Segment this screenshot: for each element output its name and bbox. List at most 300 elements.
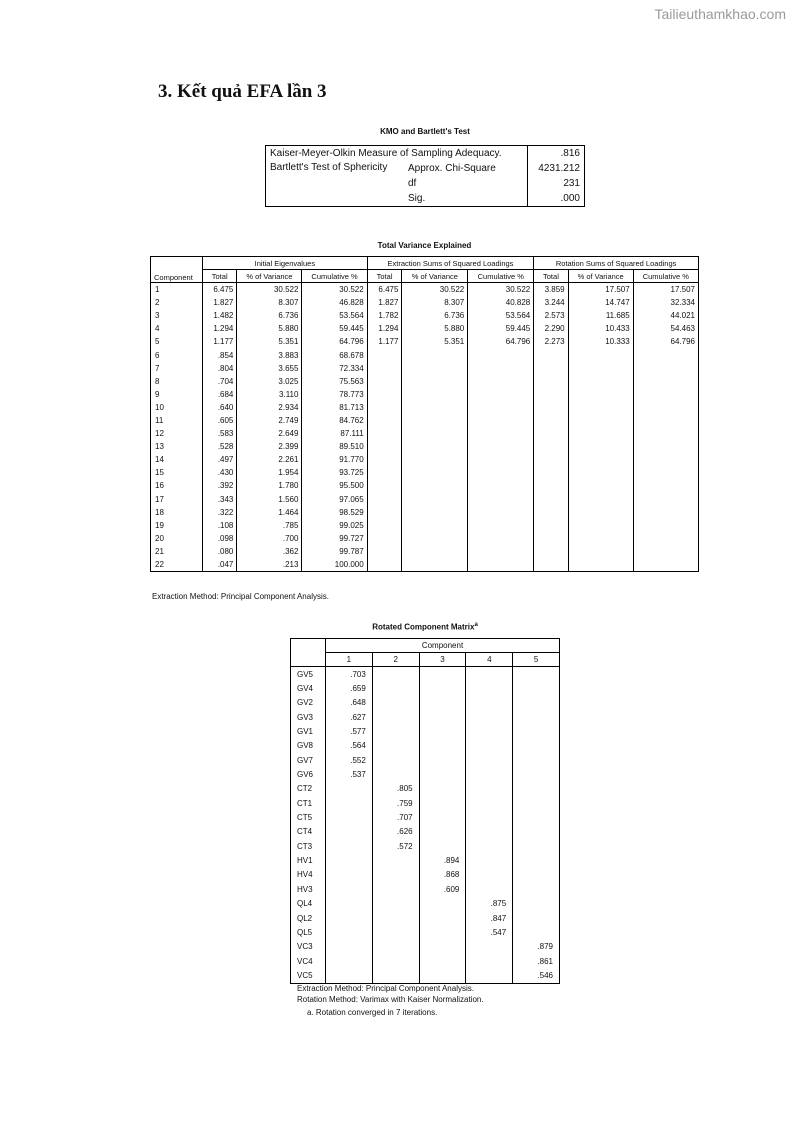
loading-cell xyxy=(326,796,373,810)
loading-cell xyxy=(326,897,373,911)
loading-cell xyxy=(513,897,560,911)
loading-cell xyxy=(326,839,373,853)
variable-label: VC3 xyxy=(297,942,313,952)
rcm-col-number: 1 xyxy=(326,653,373,667)
loading-cell: .626 xyxy=(372,825,419,839)
table-row xyxy=(291,767,560,781)
table-cell: 6.475 xyxy=(203,283,237,297)
table-row xyxy=(291,667,560,682)
table-cell xyxy=(468,401,534,414)
sub-header: % of Variance xyxy=(237,270,302,283)
table-cell: 64.796 xyxy=(302,335,367,348)
component-number: 15 xyxy=(155,468,164,478)
table-cell xyxy=(633,414,698,427)
loading-cell xyxy=(326,782,373,796)
table-cell: 78.773 xyxy=(302,388,367,401)
table-cell: 93.725 xyxy=(302,466,367,479)
table-cell: 2.934 xyxy=(237,401,302,414)
table-cell: 98.529 xyxy=(302,506,367,519)
loading-cell xyxy=(419,767,466,781)
table-row xyxy=(151,309,699,322)
loading-cell xyxy=(419,753,466,767)
loading-cell xyxy=(419,925,466,939)
table-cell xyxy=(367,414,402,427)
table-cell xyxy=(568,427,633,440)
table-cell xyxy=(633,348,698,361)
group-header: Extraction Sums of Squared Loadings xyxy=(367,257,534,270)
sub-header: % of Variance xyxy=(402,270,468,283)
table-cell xyxy=(468,388,534,401)
sub-header: Cumulative % xyxy=(633,270,698,283)
table-cell: 1.177 xyxy=(203,335,237,348)
variable-label: GV1 xyxy=(297,727,314,737)
table-cell xyxy=(468,440,534,453)
loading-cell xyxy=(466,696,513,710)
table-cell: 72.334 xyxy=(302,362,367,375)
tve-note: Extraction Method: Principal Component Analysis. xyxy=(152,592,329,601)
table-cell xyxy=(367,375,402,388)
loading-cell xyxy=(513,825,560,839)
table-cell xyxy=(568,375,633,388)
component-number: 14 xyxy=(155,455,164,465)
chi-value: 4231.212 xyxy=(528,161,585,176)
component-number: 13 xyxy=(155,442,164,452)
loading-cell xyxy=(513,810,560,824)
table-cell xyxy=(633,506,698,519)
table-cell: .704 xyxy=(203,375,237,388)
table-row xyxy=(291,882,560,896)
loading-cell xyxy=(466,825,513,839)
variable-label: GV6 xyxy=(297,770,314,780)
table-cell: 1.827 xyxy=(367,296,402,309)
variable-label: GV7 xyxy=(297,755,314,765)
loading-cell xyxy=(466,940,513,954)
table-cell xyxy=(534,453,568,466)
loading-cell xyxy=(466,739,513,753)
table-cell: 99.727 xyxy=(302,532,367,545)
table-cell xyxy=(568,466,633,479)
table-cell xyxy=(468,362,534,375)
rcm-col-number: 5 xyxy=(513,653,560,667)
kmo-value: .816 xyxy=(528,146,585,162)
sub-header: Cumulative % xyxy=(468,270,534,283)
loading-cell xyxy=(466,782,513,796)
table-cell xyxy=(468,558,534,572)
table-cell: 3.655 xyxy=(237,362,302,375)
table-row xyxy=(151,466,699,479)
table-cell: 1.482 xyxy=(203,309,237,322)
table-cell: 5.351 xyxy=(237,335,302,348)
loading-cell xyxy=(326,968,373,983)
component-number: 4 xyxy=(155,324,160,334)
rcm-corner xyxy=(291,639,326,667)
table-cell: 89.510 xyxy=(302,440,367,453)
table-cell: .583 xyxy=(203,427,237,440)
loading-cell: .879 xyxy=(513,940,560,954)
variable-label: CT5 xyxy=(297,813,313,823)
loading-cell xyxy=(466,767,513,781)
loading-cell: .537 xyxy=(326,767,373,781)
rcm-title xyxy=(290,622,560,632)
table-cell xyxy=(568,558,633,572)
table-cell xyxy=(402,427,468,440)
loading-cell xyxy=(326,911,373,925)
loading-cell xyxy=(419,782,466,796)
table-row xyxy=(291,825,560,839)
table-cell: 59.445 xyxy=(302,322,367,335)
table-cell: 68.678 xyxy=(302,348,367,361)
table-row xyxy=(151,427,699,440)
table-cell: 59.445 xyxy=(468,322,534,335)
table-cell xyxy=(568,453,633,466)
table-cell xyxy=(402,479,468,492)
table-row xyxy=(291,796,560,810)
loading-cell xyxy=(466,753,513,767)
table-cell xyxy=(367,440,402,453)
sub-header: Cumulative % xyxy=(302,270,367,283)
kmo-title: KMO and Bartlett's Test xyxy=(380,127,470,136)
variable-label: GV2 xyxy=(297,698,314,708)
table-cell xyxy=(568,401,633,414)
table-cell: 54.463 xyxy=(633,322,698,335)
table-row xyxy=(151,440,699,453)
loading-cell: .894 xyxy=(419,853,466,867)
rcm-note: a. Rotation converged in 7 iterations. xyxy=(307,1008,438,1017)
kmo-chi-row xyxy=(266,161,585,176)
loading-cell: .564 xyxy=(326,739,373,753)
table-cell: 81.713 xyxy=(302,401,367,414)
loading-cell xyxy=(419,796,466,810)
tve-title: Total Variance Explained xyxy=(377,241,472,250)
table-cell: .047 xyxy=(203,558,237,572)
component-number: 22 xyxy=(155,560,164,570)
loading-cell xyxy=(513,681,560,695)
sig-label: Sig. xyxy=(408,193,426,204)
loading-cell xyxy=(513,667,560,682)
table-row xyxy=(291,753,560,767)
loading-cell xyxy=(466,710,513,724)
watermark: Tailieuthamkhao.com xyxy=(654,6,786,22)
table-row xyxy=(291,853,560,867)
table-cell: 8.307 xyxy=(402,296,468,309)
variable-label: QL5 xyxy=(297,927,313,937)
table-cell xyxy=(468,532,534,545)
table-cell: 3.859 xyxy=(534,283,568,297)
sub-header: Total xyxy=(203,270,237,283)
rcm-note: Extraction Method: Principal Component Analysis. xyxy=(297,984,474,993)
variable-label: GV3 xyxy=(297,712,314,722)
table-cell: 100.000 xyxy=(302,558,367,572)
table-cell xyxy=(633,440,698,453)
loading-cell: .546 xyxy=(513,968,560,983)
table-cell xyxy=(367,348,402,361)
variable-label: CT1 xyxy=(297,798,313,808)
loading-cell xyxy=(326,954,373,968)
loading-cell xyxy=(513,724,560,738)
table-cell: 46.828 xyxy=(302,296,367,309)
table-cell xyxy=(468,519,534,532)
table-row xyxy=(151,375,699,388)
loading-cell xyxy=(372,724,419,738)
table-cell xyxy=(367,493,402,506)
table-row xyxy=(151,414,699,427)
table-row xyxy=(151,362,699,375)
component-number: 18 xyxy=(155,507,164,517)
table-cell: 99.025 xyxy=(302,519,367,532)
loading-cell xyxy=(513,839,560,853)
table-cell xyxy=(534,348,568,361)
table-cell: 1.177 xyxy=(367,335,402,348)
table-row xyxy=(291,954,560,968)
table-cell xyxy=(468,466,534,479)
loading-cell: .868 xyxy=(419,868,466,882)
table-row xyxy=(291,940,560,954)
loading-cell: .759 xyxy=(372,796,419,810)
table-cell: 14.747 xyxy=(568,296,633,309)
table-cell: 3.244 xyxy=(534,296,568,309)
table-cell xyxy=(402,558,468,572)
loading-cell xyxy=(466,810,513,824)
tve-group-header-row xyxy=(151,257,699,270)
table-cell xyxy=(534,545,568,558)
loading-cell xyxy=(466,724,513,738)
variable-label: GV4 xyxy=(297,684,314,694)
table-cell: .080 xyxy=(203,545,237,558)
loading-cell xyxy=(419,954,466,968)
loading-cell: .805 xyxy=(372,782,419,796)
table-cell xyxy=(402,545,468,558)
table-cell: 87.111 xyxy=(302,427,367,440)
loading-cell xyxy=(513,796,560,810)
table-cell xyxy=(568,414,633,427)
table-cell: 1.827 xyxy=(203,296,237,309)
table-cell xyxy=(534,427,568,440)
loading-cell xyxy=(326,853,373,867)
loading-cell xyxy=(466,882,513,896)
loading-cell xyxy=(372,897,419,911)
variable-label: CT2 xyxy=(297,784,313,794)
table-cell: .322 xyxy=(203,506,237,519)
loading-cell xyxy=(513,710,560,724)
loading-cell xyxy=(372,954,419,968)
loading-cell: .703 xyxy=(326,667,373,682)
table-cell xyxy=(367,427,402,440)
component-number: 9 xyxy=(155,389,160,399)
table-cell: .605 xyxy=(203,414,237,427)
loading-cell: .547 xyxy=(466,925,513,939)
loading-cell xyxy=(513,853,560,867)
component-number: 8 xyxy=(155,376,160,386)
table-row xyxy=(291,681,560,695)
loading-cell xyxy=(372,853,419,867)
table-cell xyxy=(534,532,568,545)
loading-cell xyxy=(372,710,419,724)
table-cell: 2.573 xyxy=(534,309,568,322)
variable-label: CT4 xyxy=(297,827,313,837)
loading-cell: .627 xyxy=(326,710,373,724)
loading-cell: .552 xyxy=(326,753,373,767)
table-cell xyxy=(367,532,402,545)
loading-cell xyxy=(513,925,560,939)
table-row xyxy=(151,296,699,309)
table-cell xyxy=(534,414,568,427)
table-cell: .213 xyxy=(237,558,302,572)
table-cell: 97.065 xyxy=(302,493,367,506)
table-cell xyxy=(402,388,468,401)
loading-cell xyxy=(513,882,560,896)
table-cell: 84.762 xyxy=(302,414,367,427)
table-cell: .392 xyxy=(203,479,237,492)
component-number: 1 xyxy=(155,285,160,295)
component-number: 17 xyxy=(155,494,164,504)
table-cell xyxy=(633,466,698,479)
table-cell: 1.782 xyxy=(367,309,402,322)
table-cell xyxy=(633,479,698,492)
table-cell xyxy=(568,440,633,453)
table-cell xyxy=(367,519,402,532)
loading-cell xyxy=(372,868,419,882)
table-cell xyxy=(534,479,568,492)
loading-cell xyxy=(372,696,419,710)
table-cell: 99.787 xyxy=(302,545,367,558)
table-cell: .430 xyxy=(203,466,237,479)
table-cell xyxy=(568,506,633,519)
table-cell xyxy=(633,453,698,466)
table-cell xyxy=(534,401,568,414)
sub-header: Total xyxy=(367,270,402,283)
rcm-col-number: 3 xyxy=(419,653,466,667)
table-row xyxy=(291,911,560,925)
kmo-row xyxy=(266,146,585,162)
variable-label: VC5 xyxy=(297,970,313,980)
table-cell: .497 xyxy=(203,453,237,466)
component-header: Component xyxy=(154,273,193,282)
loading-cell: .659 xyxy=(326,681,373,695)
table-row xyxy=(291,925,560,939)
table-cell: 8.307 xyxy=(237,296,302,309)
table-row xyxy=(291,739,560,753)
table-row xyxy=(151,283,699,297)
component-number: 5 xyxy=(155,337,160,347)
table-cell: .343 xyxy=(203,493,237,506)
loading-cell xyxy=(513,782,560,796)
sig-value: .000 xyxy=(528,191,585,207)
loading-cell xyxy=(326,810,373,824)
table-cell: 1.560 xyxy=(237,493,302,506)
rcm-col-number: 2 xyxy=(372,653,419,667)
loading-cell: .847 xyxy=(466,911,513,925)
loading-cell xyxy=(372,882,419,896)
table-cell: 5.880 xyxy=(402,322,468,335)
loading-cell xyxy=(372,968,419,983)
loading-cell: .648 xyxy=(326,696,373,710)
table-cell: .785 xyxy=(237,519,302,532)
table-cell xyxy=(402,401,468,414)
loading-cell xyxy=(466,796,513,810)
loading-cell xyxy=(466,954,513,968)
variable-label: GV8 xyxy=(297,741,314,751)
table-cell xyxy=(367,479,402,492)
table-cell xyxy=(534,493,568,506)
group-header: Initial Eigenvalues xyxy=(203,257,368,270)
table-cell: 2.290 xyxy=(534,322,568,335)
loading-cell: .577 xyxy=(326,724,373,738)
table-cell xyxy=(468,479,534,492)
table-cell xyxy=(367,545,402,558)
table-cell: 95.500 xyxy=(302,479,367,492)
section-title: 3. Kết quả EFA lần 3 xyxy=(158,81,327,102)
loading-cell xyxy=(419,739,466,753)
table-cell: 64.796 xyxy=(468,335,534,348)
table-cell: 30.522 xyxy=(468,283,534,297)
df-value: 231 xyxy=(528,176,585,191)
table-cell: .804 xyxy=(203,362,237,375)
table-cell xyxy=(468,375,534,388)
loading-cell xyxy=(372,739,419,753)
table-row xyxy=(291,968,560,983)
table-cell: 1.294 xyxy=(367,322,402,335)
loading-cell: .875 xyxy=(466,897,513,911)
table-row xyxy=(151,506,699,519)
loading-cell: .609 xyxy=(419,882,466,896)
table-row xyxy=(151,558,699,572)
loading-cell xyxy=(372,911,419,925)
table-cell: 10.333 xyxy=(568,335,633,348)
component-number: 3 xyxy=(155,311,160,321)
component-number: 21 xyxy=(155,546,164,556)
loading-cell xyxy=(513,753,560,767)
loading-cell xyxy=(372,767,419,781)
table-cell xyxy=(402,375,468,388)
table-cell xyxy=(367,558,402,572)
table-row xyxy=(151,519,699,532)
rotated-component-matrix xyxy=(290,638,560,984)
table-cell: 1.780 xyxy=(237,479,302,492)
table-cell xyxy=(633,427,698,440)
loading-cell xyxy=(466,968,513,983)
table-cell: 30.522 xyxy=(402,283,468,297)
bartlett-label: Bartlett's Test of Sphericity xyxy=(270,162,388,173)
table-cell xyxy=(402,453,468,466)
table-cell xyxy=(633,519,698,532)
component-number: 6 xyxy=(155,350,160,360)
table-cell xyxy=(402,414,468,427)
loading-cell xyxy=(466,667,513,682)
loading-cell xyxy=(372,667,419,682)
table-cell: 64.796 xyxy=(633,335,698,348)
loading-cell xyxy=(419,968,466,983)
loading-cell xyxy=(419,897,466,911)
loading-cell xyxy=(419,940,466,954)
sub-header: Total xyxy=(534,270,568,283)
table-cell: 5.351 xyxy=(402,335,468,348)
table-cell xyxy=(402,440,468,453)
table-cell xyxy=(534,506,568,519)
table-cell xyxy=(633,401,698,414)
loading-cell xyxy=(419,810,466,824)
variable-label: QL2 xyxy=(297,913,313,923)
table-cell xyxy=(402,466,468,479)
table-row xyxy=(151,322,699,335)
loading-cell xyxy=(513,767,560,781)
table-cell xyxy=(468,427,534,440)
table-cell xyxy=(633,362,698,375)
rcm-title-text: Rotated Component Matrix xyxy=(372,622,475,632)
rcm-note: Rotation Method: Varimax with Kaiser Normalization. xyxy=(297,995,484,1004)
loading-cell xyxy=(326,825,373,839)
table-row xyxy=(291,897,560,911)
table-cell xyxy=(633,388,698,401)
